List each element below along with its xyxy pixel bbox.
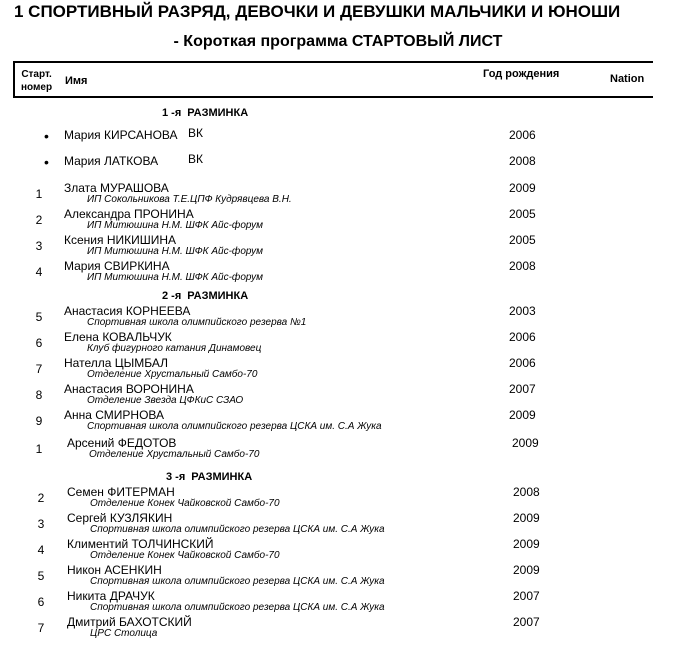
- start-number: 5: [37, 569, 45, 583]
- skater-club: ИП Сокольникова Т.Е.ЦПФ Кудрявцева В.Н.: [87, 194, 292, 205]
- skater-birth-year: 2009: [513, 511, 540, 525]
- skater-name: Дмитрий БАХОТСКИЙ: [67, 615, 192, 629]
- skater-row: [0, 330, 639, 356]
- warmup-group-1-heading: [162, 107, 248, 119]
- skater-row: [0, 154, 639, 180]
- skater-status: ВК: [188, 126, 203, 140]
- skater-birth-year: 2006: [509, 330, 536, 344]
- skater-club: Спортивная школа олимпийского резерва №1: [87, 317, 307, 328]
- skater-club: Отделение Конек Чайковской Самбо-70: [90, 550, 280, 561]
- skater-birth-year: 2005: [509, 233, 536, 247]
- start-number: 3: [37, 517, 45, 531]
- start-number: 6: [37, 595, 45, 609]
- skater-row: [0, 537, 639, 563]
- column-header-start-line2: номер: [21, 82, 53, 93]
- skater-birth-year: 2009: [509, 408, 536, 422]
- bullet-icon: •: [44, 154, 49, 170]
- skater-name: Злата МУРАШОВА: [64, 181, 169, 195]
- skater-name: Анастасия КОРНЕЕВА: [64, 304, 191, 318]
- skater-name: Мария ЛАТКОВА: [64, 154, 159, 168]
- skater-name: Мария КИРСАНОВА: [64, 128, 178, 142]
- skater-name: Семен ФИТЕРМАН: [67, 485, 175, 499]
- bullet-icon: •: [44, 128, 49, 144]
- skater-birth-year: 2003: [509, 304, 536, 318]
- skater-name: Анна СМИРНОВА: [64, 408, 165, 422]
- start-number: 8: [35, 388, 43, 402]
- skater-club: ИП Митюшина Н.М. ШФК Айс-форум: [87, 272, 264, 283]
- skater-club: Спортивная школа олимпийского резерва ЦСКА им. С.А Жука: [90, 524, 385, 535]
- skater-birth-year: 2008: [509, 154, 536, 168]
- warmup-label: РАЗМИНКА: [187, 107, 249, 119]
- skater-row: [0, 259, 639, 285]
- skater-birth-year: 2007: [513, 589, 540, 603]
- skater-row: [0, 408, 639, 434]
- skater-club: Отделение Конек Чайковской Самбо-70: [90, 498, 280, 509]
- skater-row: [0, 382, 639, 408]
- warmup-label: РАЗМИНКА: [191, 471, 253, 483]
- skater-club: Спортивная школа олимпийского резерва ЦСКА им. С.А Жука: [90, 576, 385, 587]
- skater-birth-year: 2005: [509, 207, 536, 221]
- skater-name: Никон АСЕНКИН: [67, 563, 162, 577]
- column-header-birth-year: Год рождения: [483, 68, 560, 80]
- warmup-number: 3 -я: [166, 471, 186, 483]
- skater-club: Отделение Хрустальный Самбо-70: [87, 369, 258, 380]
- start-number: 7: [35, 362, 43, 376]
- skater-row: [0, 356, 639, 382]
- column-header-nation: Nation: [610, 73, 645, 85]
- skater-name: Нателла ЦЫМБАЛ: [64, 356, 168, 370]
- start-number: 1: [35, 442, 43, 456]
- skater-birth-year: 2009: [513, 537, 540, 551]
- skater-club: Отделение Звезда ЦФКиС СЗАО: [87, 395, 244, 406]
- start-number: 1: [35, 187, 43, 201]
- skater-row: [0, 128, 639, 154]
- skater-name: Елена КОВАЛЬЧУК: [64, 330, 172, 344]
- skater-club: ИП Митюшина Н.М. ШФК Айс-форум: [87, 220, 264, 231]
- skater-birth-year: 2008: [509, 259, 536, 273]
- skater-name: Климентий ТОЛЧИНСКИЙ: [67, 537, 214, 551]
- start-number: 2: [37, 491, 45, 505]
- start-number: 7: [37, 621, 45, 635]
- start-number: 2: [35, 213, 43, 227]
- skater-row: [0, 233, 639, 259]
- skater-club: Спортивная школа олимпийского резерва ЦСКА им. С.А Жука: [87, 421, 382, 432]
- skater-row: [0, 485, 639, 511]
- skater-row: [0, 615, 639, 641]
- skater-birth-year: 2006: [509, 128, 536, 142]
- table-header: [13, 61, 653, 98]
- skater-status: ВК: [188, 152, 203, 166]
- skater-birth-year: 2008: [513, 485, 540, 499]
- start-number: 4: [37, 543, 45, 557]
- skater-name: Мария СВИРКИНА: [64, 259, 170, 273]
- warmup-number: 1 -я: [162, 107, 182, 119]
- start-number: 6: [35, 336, 43, 350]
- skater-club: ЦРС Столица: [90, 628, 158, 639]
- skater-birth-year: 2009: [509, 181, 536, 195]
- skater-club: Клуб фигурного катания Динамовец: [87, 343, 262, 354]
- warmup-group-3-heading: [166, 471, 252, 483]
- warmup-number: 2 -я: [162, 290, 182, 302]
- document-title: 1 СПОРТИВНЫЙ РАЗРЯД, ДЕВОЧКИ И ДЕВУШКИ МАЛЬЧИКИ И ЮНОШИ: [14, 2, 621, 21]
- skater-club: Спортивная школа олимпийского резерва ЦСКА им. С.А Жука: [90, 602, 385, 613]
- skater-name: Сергей КУЗЛЯКИН: [67, 511, 173, 525]
- skater-birth-year: 2006: [509, 356, 536, 370]
- skater-row: [0, 181, 639, 207]
- skater-club: Отделение Хрустальный Самбо-70: [89, 449, 260, 460]
- skater-name: Ксения НИКИШИНА: [64, 233, 177, 247]
- skater-row: [0, 304, 639, 330]
- document-subtitle: - Короткая программа СТАРТОВЫЙ ЛИСТ: [173, 33, 503, 50]
- skater-row: [0, 207, 639, 233]
- skater-name: Никита ДРАЧУК: [67, 589, 155, 603]
- column-header-start-number: [21, 68, 52, 94]
- skater-row: [0, 589, 639, 615]
- skater-birth-year: 2009: [512, 436, 539, 450]
- start-number: 4: [35, 265, 43, 279]
- skater-name: Анастасия ВОРОНИНА: [64, 382, 194, 396]
- skater-birth-year: 2007: [513, 615, 540, 629]
- column-header-start-line1: Старт.: [21, 69, 52, 80]
- skater-row: [0, 563, 639, 589]
- warmup-group-2-heading: [162, 290, 248, 302]
- skater-birth-year: 2007: [509, 382, 536, 396]
- skater-birth-year: 2009: [513, 563, 540, 577]
- start-number: 9: [35, 414, 43, 428]
- skater-name: Александра ПРОНИНА: [64, 207, 194, 221]
- skater-club: ИП Митюшина Н.М. ШФК Айс-форум: [87, 246, 264, 257]
- warmup-label: РАЗМИНКА: [187, 290, 249, 302]
- start-number: 3: [35, 239, 43, 253]
- start-number: 5: [35, 310, 43, 324]
- skater-row: [0, 511, 639, 537]
- skater-name: Арсений ФЕДОТОВ: [67, 436, 177, 450]
- column-header-name: Имя: [65, 75, 88, 87]
- skater-row: [0, 436, 639, 462]
